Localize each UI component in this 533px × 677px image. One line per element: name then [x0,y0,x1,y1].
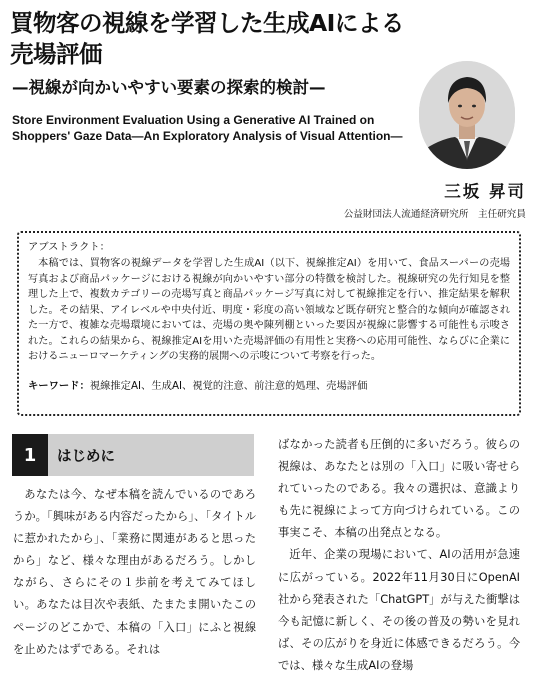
author-photo [419,61,515,169]
paragraph: ばなかった読者も圧倒的に多いだろう。彼らの視線は、あなたとは別の「入口」に吸い寄せられていったのである。我々の選択は、意識よりも先に視線によって方向づけられている。この事実こそ、本稿の出発点となる。 [278,438,520,540]
paragraph: あなたは今、なぜ本稿を読んでいるのであろうか。「興味がある内容だったから」、「タイトルに惹かれたから」、「業務に関連があると思ったから」など、様々な理由があるだろう。しかしながら、さらにその１歩前を考えてみてほしい。あなたは目次や表紙、たまたま開いたこのページのどこかで、本稿の「入口」にふと視線を止めたはずである。それは [13,488,256,656]
abstract-heading: アブストラクト： [28,241,110,253]
article-subtitle: —視線が向かいやすい要素の探索的検討— [12,78,326,97]
section-title: はじめに [57,448,115,465]
section-heading [12,434,254,476]
section-number: 1 [12,434,48,476]
abstract-box [17,231,521,416]
keywords-text: 視線推定AI、生成AI、視覚的注意、前注意的処理、売場評価 [89,379,368,392]
keywords-line [28,379,510,393]
paragraph: 近年、企業の現場において、AIの活用が急速に広がっている。2022年11月30日にOpenAI社から発表された「ChatGPT」が与えた衝撃は今も記憶に新しく、その後の普及の勢いを見れば、その広がりを身近に体感できるだろう。今では、様々な生成AIの登場 [278,548,520,672]
article-title: 買物客の視線を学習した生成AIによる 売場評価 [10,9,404,68]
author-affiliation: 公益財団法人流通経済研究所 主任研究員 [343,209,526,220]
keywords-label: キーワード： [28,379,90,392]
right-column [278,434,520,677]
author-name: 三坂 昇司 [444,182,526,201]
english-title: Store Environment Evaluation Using a Generative AI Trained on Shoppers' Gaze Data—An Exploratory Analysis of Visual Attention— [12,113,403,143]
abstract-body: 本稿では、買物客の視線データを学習した生成AI（以下、視線推定AI）を用いて、食品スーパーの売場写真および商品パッケージにおける視線が向かいやすい部分の特徴を検討した。視線研究の先行知見を整理した上で、複数カテゴリーの売場写真と商品パッケージ写真に対して視線推定を行い、推定結果を解釈した。その結果、アイレベルや中央付近、明度・彩度の高い領域など既存研究と整合的な傾向が確認された一方で、複雑な売場環境においては、売場の奥や陳列棚といった要因が視線に影響する可能性も示唆された。これらの結果から、視線推定AIを用いた売場評価の有用性と実務への応用可能性、ならびに企業におけるニューロマーケティングの実務的展開への示唆について考察を行った。 [28,258,510,363]
left-column [13,484,256,661]
